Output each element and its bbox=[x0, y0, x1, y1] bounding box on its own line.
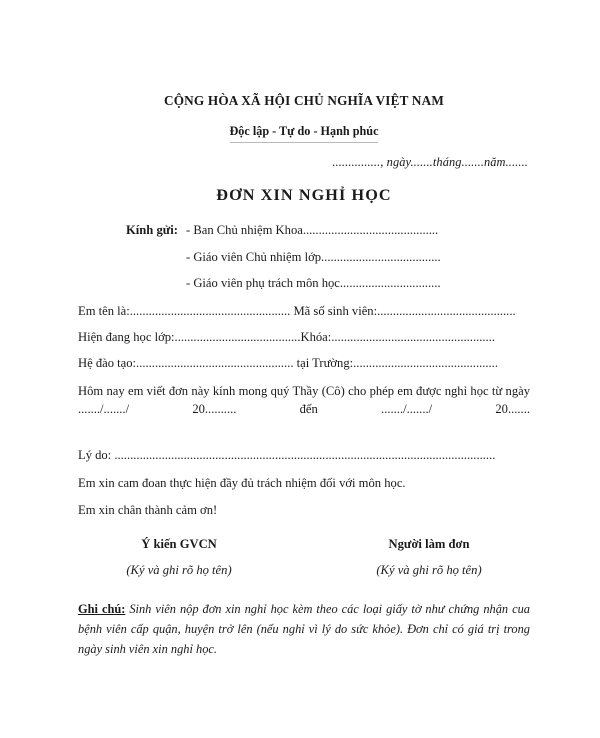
document-content bbox=[78, 92, 530, 659]
thanks-text: Em xin chân thành cảm ơn! bbox=[78, 502, 218, 517]
signature-column-gvcn bbox=[78, 536, 310, 578]
date-place-line: ..............., ngày.......tháng.......năm....... bbox=[332, 155, 528, 170]
note-label: Ghi chú: bbox=[78, 602, 126, 617]
field-line-class-and-course[interactable]: Hiện đang học lớp:........................................Khóa:.................................................... bbox=[78, 330, 495, 345]
recipient-row bbox=[78, 276, 530, 292]
recipients-block bbox=[78, 223, 530, 292]
request-paragraph: Hôm nay em viết đơn này kính mong quý Thầy (Cô) cho phép em được nghỉ học từ ngày ......./......./ 20.......... đến ......./......./ 20....... bbox=[78, 383, 530, 417]
recipients-label-spacer bbox=[78, 250, 186, 266]
signature-subtitle-gvcn: (Ký và ghi rõ họ tên) bbox=[126, 562, 232, 577]
recipient-item-homeroom-teacher: - Giáo viên Chủ nhiệm lớp...................................... bbox=[186, 249, 441, 264]
signature-block bbox=[78, 536, 530, 578]
commitment-text: Em xin cam đoan thực hiện đầy đủ trách nhiệm đối với môn học. bbox=[78, 475, 406, 490]
slogan-container bbox=[78, 122, 530, 143]
note-block bbox=[78, 599, 530, 659]
signature-column-applicant bbox=[310, 536, 530, 578]
recipient-item-faculty: - Ban Chủ nhiệm Khoa........................................... bbox=[186, 223, 439, 238]
recipients-label: Kính gửi: bbox=[126, 223, 178, 238]
national-title: CỘNG HÒA XÃ HỘI CHỦ NGHĨA VIỆT NAM bbox=[164, 93, 444, 108]
page-title: ĐƠN XIN NGHỈ HỌC bbox=[216, 186, 392, 205]
recipient-row bbox=[78, 250, 530, 266]
national-slogan: Độc lập - Tự do - Hạnh phúc bbox=[230, 124, 379, 143]
form-body bbox=[78, 303, 530, 518]
signature-title-applicant: Người làm đơn bbox=[388, 537, 470, 552]
signature-subtitle-applicant: (Ký và ghi rõ họ tên) bbox=[376, 562, 482, 577]
note-text: Sinh viên nộp đơn xin nghỉ học kèm theo các loại giấy tờ như chứng nhận cua bệnh viên cấp quận, huyện trở lên (nếu nghỉ vì lý do sức khỏe). Đơn chỉ có giá trị trong ngày sinh viên xin nghỉ học. bbox=[78, 602, 530, 657]
recipient-row bbox=[78, 223, 530, 239]
recipients-label-spacer bbox=[78, 276, 186, 292]
field-line-reason[interactable]: Lý do: ......................................................................................................................... bbox=[78, 448, 496, 463]
signature-title-gvcn: Ý kiến GVCN bbox=[141, 537, 217, 552]
recipient-item-subject-teacher: - Giáo viên phụ trách môn học................................ bbox=[186, 276, 441, 291]
field-line-name-and-student-id[interactable]: Em tên là:................................................... Mã số sinh viên:............................................ bbox=[78, 304, 516, 319]
field-line-program-and-school[interactable]: Hệ đào tạo:.................................................. tại Trường:.............................................. bbox=[78, 356, 498, 371]
